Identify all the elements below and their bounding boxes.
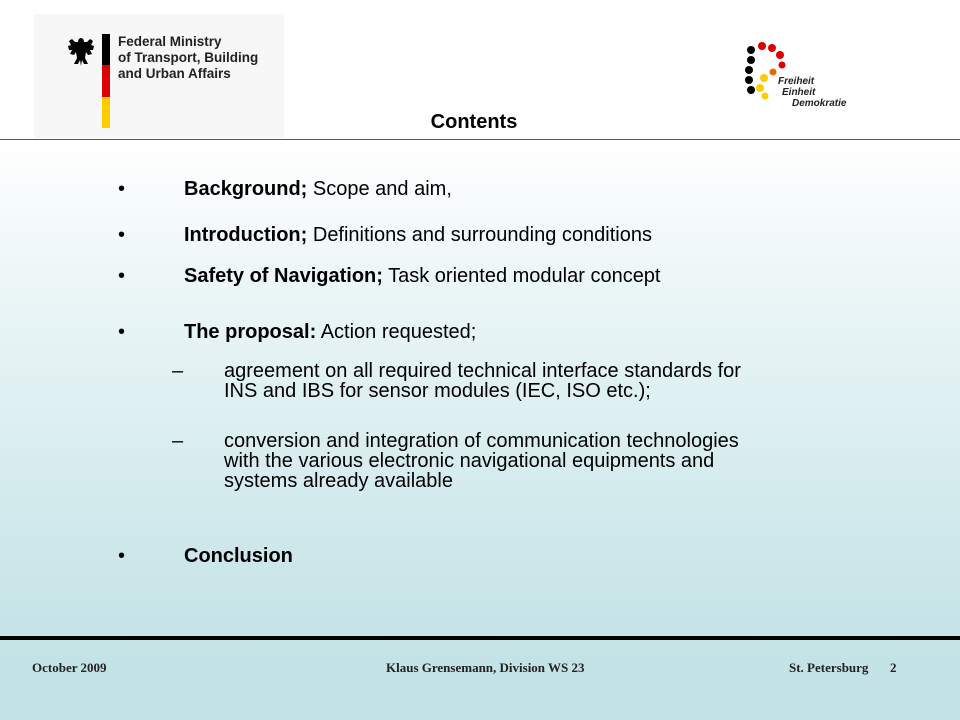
footer-author: Klaus Grensemann, Division WS 23	[386, 660, 585, 675]
sub-item-line: systems already available	[224, 470, 453, 492]
bullet-heading: Safety of Navigation;	[184, 265, 383, 287]
claim-line: Freiheit	[778, 76, 815, 87]
bullet-marker: •	[118, 321, 126, 343]
ministry-line: Federal Ministry	[118, 34, 222, 49]
campaign-claim	[778, 76, 846, 109]
sub-item-line: conversion and integration of communication technologies	[224, 430, 739, 452]
bullet-text: Task oriented modular concept	[382, 265, 661, 287]
header-divider	[0, 139, 960, 140]
bullet-heading: Background;	[184, 178, 308, 200]
dash-marker: –	[172, 360, 184, 382]
footer-date: October 2009	[32, 660, 107, 675]
bullet-marker: •	[118, 265, 126, 287]
federal-eagle-icon	[66, 36, 96, 70]
bullet-marker: •	[118, 545, 126, 567]
campaign-logo	[738, 38, 858, 118]
bullet-heading: Introduction;	[184, 224, 308, 246]
bullet-heading: Conclusion	[184, 545, 293, 567]
sub-item-line: agreement on all required technical interface standards for	[224, 360, 741, 382]
footer-place: St. Petersburg	[789, 660, 869, 675]
claim-line: Einheit	[782, 87, 816, 98]
claim-line: Demokratie	[792, 98, 847, 109]
bullet-text: Definitions and surrounding conditions	[307, 224, 652, 246]
page-number: 2	[890, 660, 897, 675]
sub-item-line: INS and IBS for sensor modules (IEC, ISO etc.);	[224, 380, 651, 402]
footer-divider	[0, 636, 960, 640]
ministry-line: and Urban Affairs	[118, 66, 231, 81]
page-title: Contents	[430, 111, 518, 133]
dash-marker: –	[172, 430, 184, 452]
sub-item-line: with the various electronic navigational equipments and	[224, 450, 715, 472]
bullet-marker: •	[118, 224, 126, 246]
ministry-name	[118, 34, 258, 82]
ministry-line: of Transport, Building	[118, 50, 259, 65]
bullet-marker: •	[118, 178, 126, 200]
bullet-text: Scope and aim,	[307, 178, 452, 200]
bullet-text: Action requested;	[316, 321, 477, 343]
bullet-heading: The proposal:	[184, 321, 317, 343]
